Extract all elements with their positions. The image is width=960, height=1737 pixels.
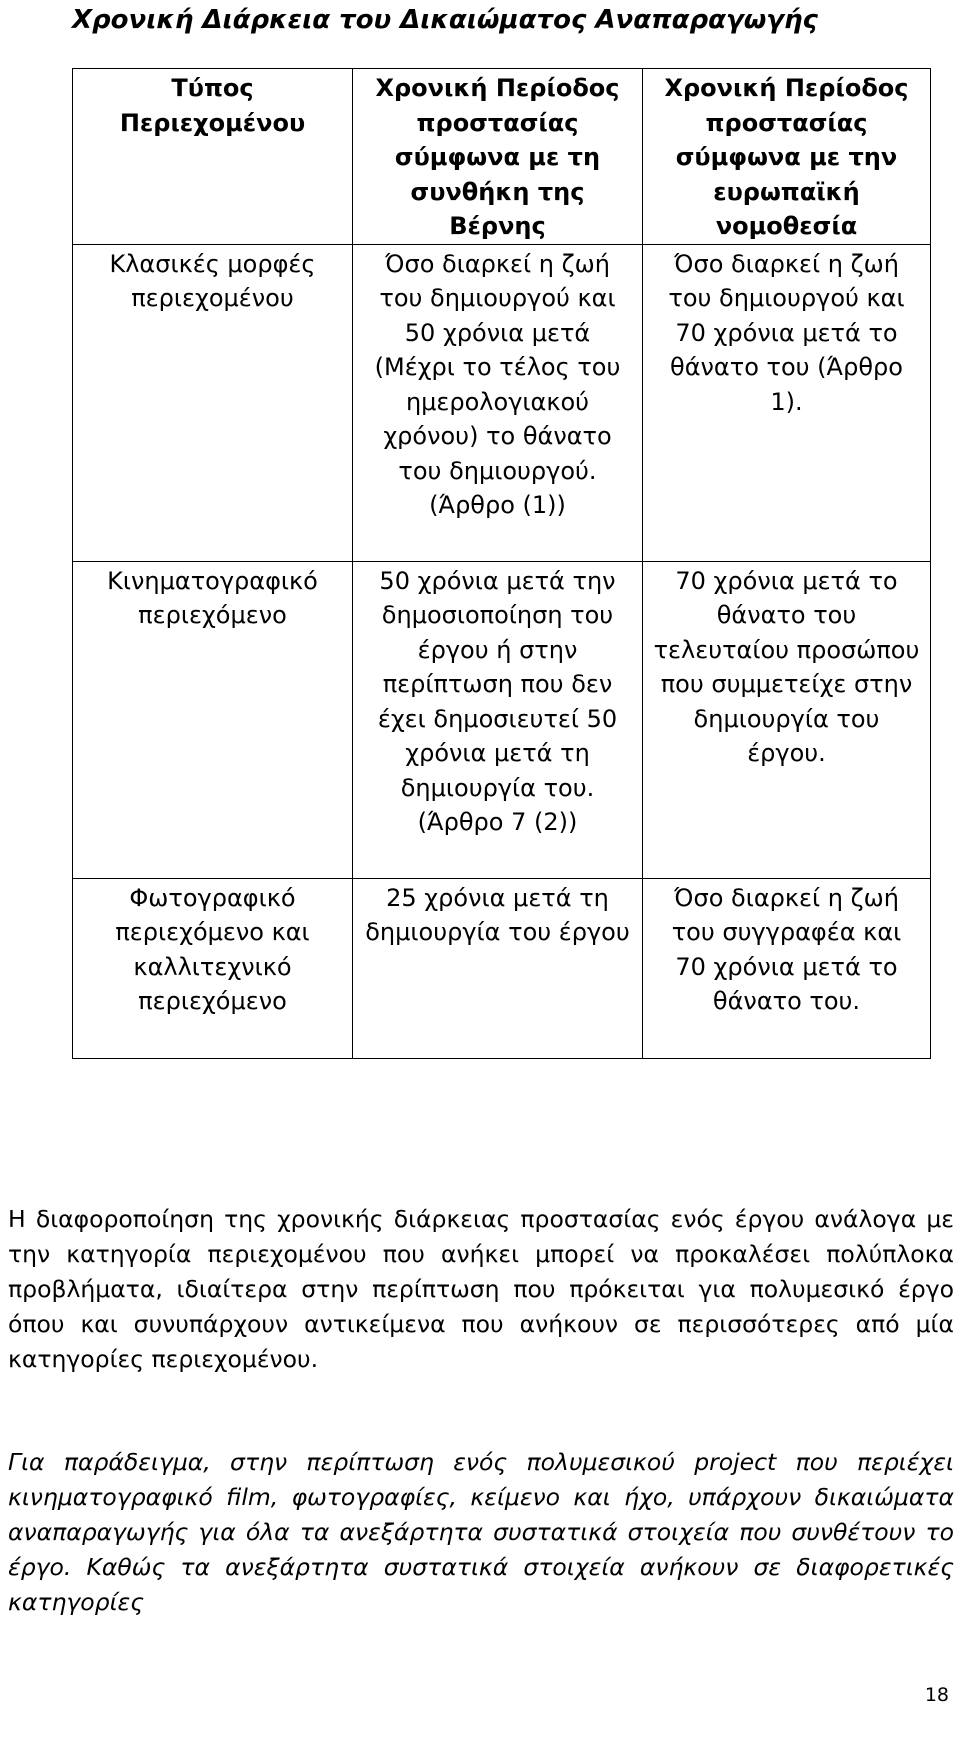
table-row	[73, 244, 931, 561]
table-cell-berne: 50 χρόνια μετά την δημοσιοποίηση του έργου ή στην περίπτωση που δεν έχει δημοσιευτεί 50 χρόνια μετά τη δημιουργία του. (Άρθρο 7 (2))	[353, 561, 643, 878]
header-content-type: Τύπος Περιεχομένου	[73, 69, 353, 245]
copyright-duration-table	[72, 68, 931, 1059]
page-number: 18	[924, 1684, 949, 1706]
table-cell-berne: 25 χρόνια μετά τη δημιουργία του έργου	[353, 878, 643, 1058]
page-title: Χρονική Διάρκεια του Δικαιώματος Αναπαραγωγής	[72, 5, 818, 35]
table-row	[73, 561, 931, 878]
body-paragraph: Η διαφοροποίηση της χρονικής διάρκειας προστασίας ενός έργου ανάλογα με την κατηγορία περιεχομένου που ανήκει μπορεί να προκαλέσει πολύπλοκα προβλήματα, ιδιαίτερα στην περίπτωση που πρόκειται για πολυμεσικό έργο όπου και συνυπάρχουν αντικείμενα που ανήκουν σε περισσότερες από μία κατηγορίες περιεχομένου.	[8, 1205, 954, 1373]
example-paragraph: Για παράδειγμα, στην περίπτωση ενός πολυμεσικού project που περιέχει κινηματογραφικό film, φωτογραφίες, κείμενο και ήχο, υπάρχουν δικαιώματα αναπαραγωγής για όλα τα ανεξάρτητα συστατικά στοιχεία που συνθέτουν το έργο. Καθώς τα ανεξάρτητα συστατικά στοιχεία ανήκουν σε διαφορετικές κατηγορίες	[8, 1448, 954, 1616]
table-cell-eu: Όσο διαρκεί η ζωή του συγγραφέα και 70 χρόνια μετά το θάνατο του.	[643, 878, 931, 1058]
table-cell-berne: Όσο διαρκεί η ζωή του δημιουργού και 50 χρόνια μετά (Μέχρι το τέλος του ημερολογιακού χρόνου) το θάνατο του δημιουργού. (Άρθρο (1))	[353, 244, 643, 561]
header-european-legislation: Χρονική Περίοδος προστασίας σύμφωνα με την ευρωπαϊκή νομοθεσία	[643, 69, 931, 245]
table-row	[73, 878, 931, 1058]
table-header-row	[73, 69, 931, 245]
table-cell-eu: Όσο διαρκεί η ζωή του δημιουργού και 70 χρόνια μετά το θάνατο του (Άρθρο 1).	[643, 244, 931, 561]
table-cell-content-type: Κλασικές μορφές περιεχομένου	[73, 244, 353, 561]
table-cell-eu: 70 χρόνια μετά το θάνατο του τελευταίου προσώπου που συμμετείχε στην δημιουργία του έργου.	[643, 561, 931, 878]
header-berne-convention: Χρονική Περίοδος προστασίας σύμφωνα με τη συνθήκη της Βέρνης	[353, 69, 643, 245]
table-cell-content-type: Φωτογραφικό περιεχόμενο και καλλιτεχνικό περιεχόμενο	[73, 878, 353, 1058]
table-cell-content-type: Κινηματογραφικό περιεχόμενο	[73, 561, 353, 878]
